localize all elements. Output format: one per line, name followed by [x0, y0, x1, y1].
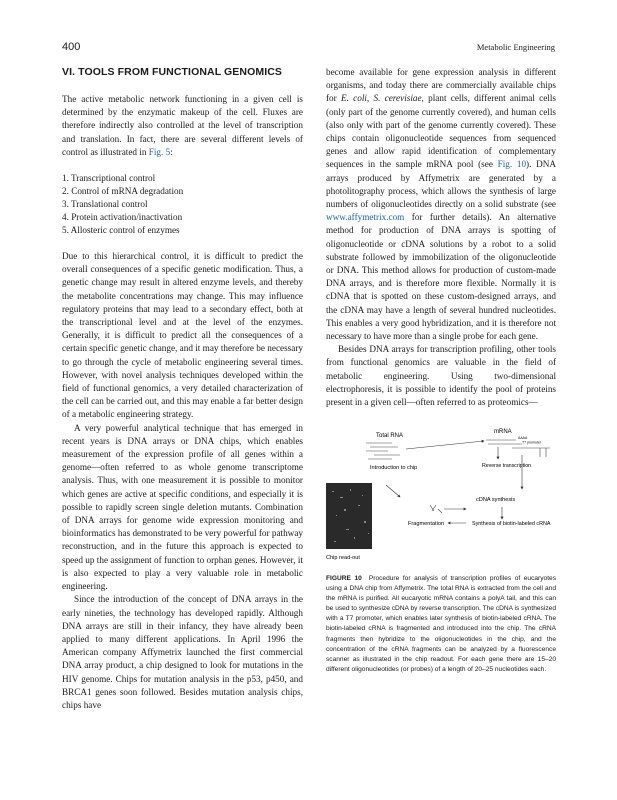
chips-text-b: plant cells, different animal cells (only part of the genome currently covered), and human cells (also only with part of the genome currently covered). These chips contain oligonucleotide sequences from sequenced genes and allow rapid identification of complementary sequences in the sample mRNA pool (see	[326, 93, 556, 170]
paragraph-proteomics: Besides DNA arrays for transcription profiling, other tools from functional genomics are valuable in the field of metabolic engineering. Using two-dimensional electrophoresis, it is possible to identify the pool of proteins present in a given cell—often referred to as proteomics—	[326, 344, 556, 408]
label-reverse-transcription	[482, 463, 531, 469]
figure-10-diagram	[326, 425, 556, 567]
label-chip-readout: Chip read-out	[326, 555, 360, 561]
control-levels-list	[62, 172, 303, 237]
chips-text-a: become available for gene expression analysis in different organisms, and today there are commercially available chips for	[326, 67, 556, 104]
running-title: Metabolic Engineering	[476, 42, 555, 52]
mrna-strands	[486, 440, 522, 444]
paragraph-chips	[326, 66, 556, 343]
label-fragmentation: Fragmentation	[408, 521, 445, 527]
paragraph-intro	[62, 93, 303, 159]
list-item: 1. Transcriptional control	[62, 173, 156, 184]
chip-image	[326, 483, 372, 549]
right-column	[326, 66, 556, 409]
label-synthesis-crna: Synthesis of biotin-labeled cRNA	[472, 521, 551, 527]
intro-text: The active metabolic network functioning in a given cell is determined by the enzymatic makeup of the cell. Fluxes are therefore indirectly also controlled at the level of transcription and translation. In fact, there are several different levels of control as illustrated in	[62, 94, 303, 157]
fig5-link[interactable]: Fig. 5	[148, 146, 171, 157]
cdna-strand-top	[512, 448, 550, 457]
figure-caption	[326, 574, 556, 675]
label-cdna-synthesis: cDNA synthesis	[476, 497, 516, 503]
probe-marks	[430, 505, 442, 513]
list-item: 3. Translational control	[62, 199, 148, 210]
label-total-rna: Total RNA	[376, 433, 404, 439]
label-polya: AAAA	[518, 436, 528, 440]
label-introduction: Introduction to chip	[370, 465, 418, 471]
arrow-purify	[406, 441, 484, 449]
list-item: 4. Protein activation/inactivation	[62, 212, 183, 223]
label-mrna: mRNA	[494, 429, 512, 435]
left-column	[62, 66, 303, 712]
list-item: 2. Control of mRNA degradation	[62, 186, 184, 197]
paragraph-history: Since the introduction of the concept of DNA arrays in the early nineties, the technology has developed rapidly. Although DNA arrays are still in their infancy, they have already been applied to many different applications. In April 1996 the American company Affymetrix launched the first commercial DNA array product, a chip designed to look for mutations in the HIV genome. Chips for mutation analysis in the p53, p450, and BRCA1 genes soon followed. Besides mutation analysis chips, chips have	[62, 594, 303, 710]
arrow-intro	[386, 485, 400, 497]
caption-label: FIGURE 10	[326, 575, 362, 582]
fig10-link[interactable]: Fig. 10	[497, 159, 527, 170]
affymetrix-link[interactable]: www.affymetrix.com	[326, 212, 405, 223]
label-t7: T7 promoter	[522, 440, 542, 445]
paragraph-hierarchical-control: Due to this hierarchical control, it is difficult to predict the overall consequences of a specific genetic modification. Thus, a genetic change may result in altered enzyme levels, and thereby the metabolite concentrations may change. This may influence regulatory proteins that may lead to a secondary effect, both at the transcriptional level and at the level of the enzymes. Generally, it is difficult to predict all the consequences of a certain specific genetic change, and it may therefore be necessary to go through the cycle of metabolic engineering several times. However, with novel analysis techniques developed within the field of functional genomics, a very detailed characterization of the cell can be carried out, and this may enable a far better design of a metabolic engineering strategy.	[62, 251, 303, 420]
caption-text: Procedure for analysis of transcription profiles of eucaryotes using a DNA chip from Affymetrix. The total RNA is extracted from the cell and the mRNA is purified. All eucaryotic mRNA contains a polyA tail, and this can be used to synthesize cDNA by reverse transcription. The cDNA is synthesized with a T7 promoter, which enables later synthesis of biotin-labeled cRNA. The biotin-labeled cRNA is fragmented and introduced into the chip. The cRNA fragments then hybridize to the oligonucleotides in the chip, and the concentration of the cRNA fragments can be analyzed by a fluorescence scanner as illustrated in the chip readout. For each gene there are 15–20 different oligonucleotides (or probes) of a length of 20–25 nucleotides each.	[326, 575, 557, 673]
list-item: 5. Allosteric control of enzymes	[62, 225, 180, 236]
chips-text-d: for further details). An alternative method for production of DNA arrays is spotting of oligonucleotide or cDNA solutions by a robot to a solid substrate followed by immobilization of the oligonucleotide or DNA. This method allows for production of custom-made DNA arrays, and is therefore more flexible. Normally it is cDNA that is spotted on these custom-designed arrays, and the cDNA may have a length of several hundred nucleotides. This enables a very good hybridization, and it is therefore not necessary to have more than a single probe for each gene.	[326, 212, 556, 342]
species-names: E. coli, S. cerevisiae,	[340, 93, 424, 104]
total-rna-strands	[366, 443, 400, 459]
paragraph-dna-arrays: A very powerful analytical technique that has emerged in recent years is DNA arrays or DNA chips, which enables measurement of the expression profile of all genes within a genome—often referred to as whole genome transcriptome analysis. Thus, with one measurement it is possible to monitor which genes are active at specific conditions, and especially it is possible to rapidly screen single deletion mutants. Combination of DNA arrays for genome wide expression monitoring and bioinformatics has demonstrated to be very powerful for pathway reconstruction, and in the future this approach is expected to speed up the assignment of function to orphan genes. However, it is also expected to play a very valuable role in metabolic engineering.	[62, 422, 303, 592]
chips-text-c: ). DNA arrays produced by Affymetrix are generated by a photolitography process, which allows the synthesis of large numbers of oligonucleotides directly on a solid substrate (see	[326, 159, 556, 210]
figure-svg	[326, 425, 556, 567]
page-number: 400	[62, 41, 81, 53]
section-heading: VI. TOOLS FROM FUNCTIONAL GENOMICS	[62, 66, 283, 78]
reverse-line: Reverse transcription	[482, 463, 532, 469]
intro-end: :	[170, 146, 173, 157]
